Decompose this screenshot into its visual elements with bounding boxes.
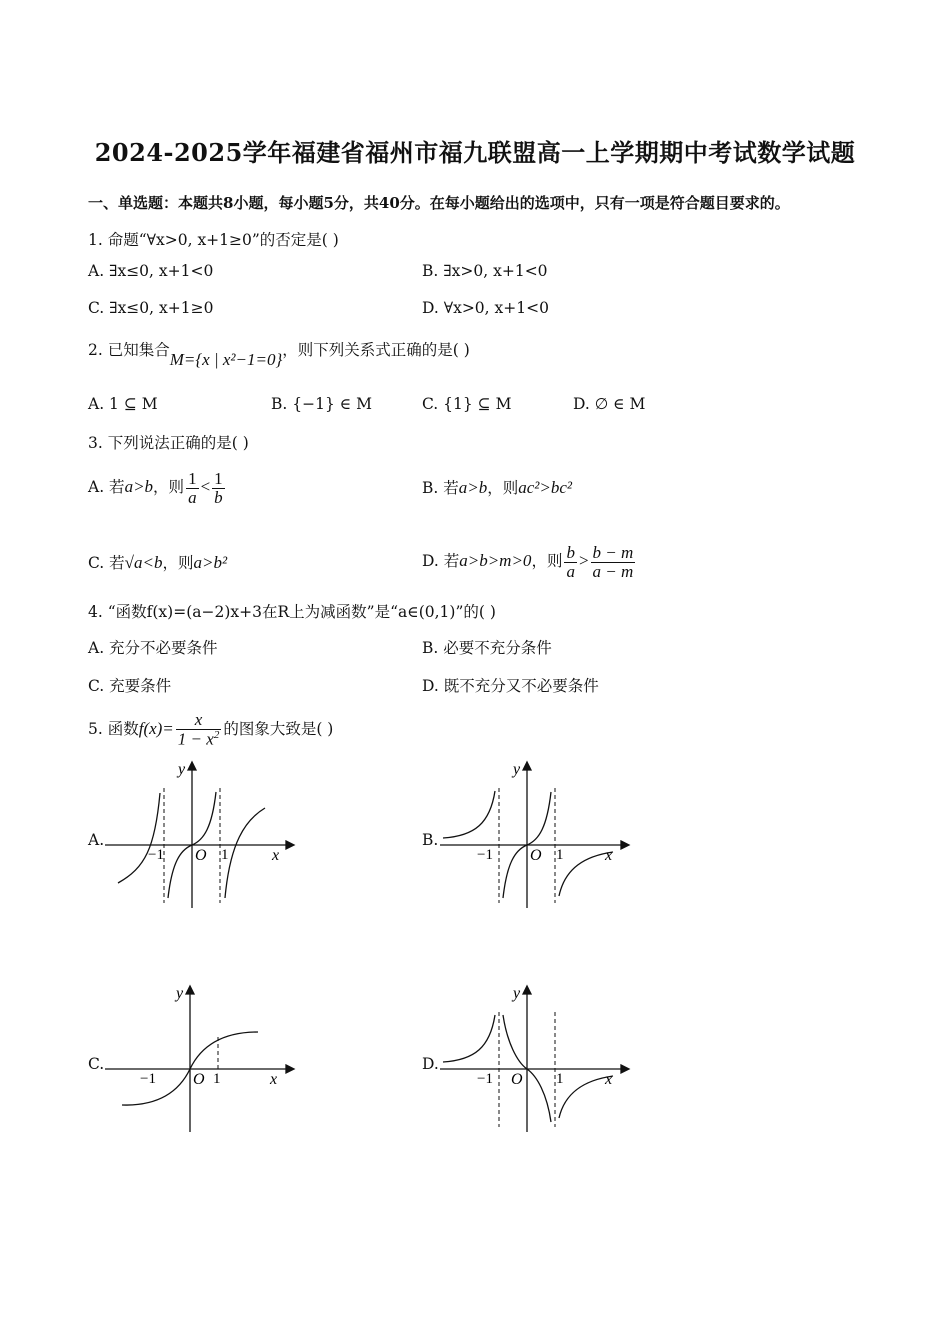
q2-option-b[interactable]: B. {−1} ∈ M — [271, 395, 373, 413]
y-axis-arrow-icon — [523, 762, 531, 770]
origin-label: O — [193, 1071, 205, 1088]
fraction-b-minus-m-over-a-minus-m: $\frac{b - m}{a - m}$ — [592, 542, 634, 581]
q3-option-c[interactable] — [88, 551, 227, 573]
q4-option-c[interactable]: C. 充要条件 — [88, 677, 172, 695]
origin-label: O — [511, 1071, 523, 1088]
q3-d-cond: a>b>m>0 — [459, 551, 532, 570]
page-title: 2024-2025学年福建省福州市福九联盟高一上学期期中考试数学试题 — [94, 138, 856, 167]
graph-a[interactable] — [100, 758, 300, 918]
curve-left — [118, 793, 160, 883]
q3-b-prefix: B. 若 — [422, 479, 459, 497]
q5-option-d-label[interactable]: D. — [422, 1055, 439, 1073]
q1-option-b[interactable]: B. ∃x>0, x+1<0 — [422, 262, 548, 280]
q2-option-d[interactable]: D. ∅ ∈ M — [573, 395, 646, 413]
x-label: x — [605, 847, 613, 864]
tick-neg-one: −1 — [477, 847, 493, 863]
y-label: y — [513, 761, 521, 778]
q3-b-concl: ac²>bc² — [518, 478, 573, 497]
q3-a-then: ，则 — [153, 478, 185, 496]
q5-func: f(x)= — [138, 719, 174, 738]
graph-d[interactable] — [435, 982, 635, 1142]
q5-option-c-label[interactable]: C. — [88, 1055, 105, 1073]
x-label: x — [270, 1071, 278, 1088]
y-label: y — [178, 761, 186, 778]
y-label: y — [176, 985, 184, 1002]
graph-c[interactable] — [100, 982, 300, 1142]
q2-option-a[interactable]: A. 1 ⊆ M — [88, 395, 158, 413]
q5-option-b-label[interactable]: B. — [422, 831, 439, 849]
q2-set: M={x | x²−1=0} — [169, 350, 283, 369]
y-axis-arrow-icon — [186, 986, 194, 994]
q3-b-then: ，则 — [487, 479, 519, 497]
q4-option-a[interactable]: A. 充分不必要条件 — [88, 639, 218, 657]
y-label: y — [513, 985, 521, 1002]
tick-one: 1 — [556, 1071, 564, 1087]
q3-option-a[interactable]: A. 若a>b，则 $\frac{1}{a}$ < $\frac{1}{b}$ — [88, 468, 223, 507]
graph-b[interactable] — [435, 758, 635, 918]
q3-a-cond: a>b — [124, 477, 154, 496]
q3-c-then: ，则 — [162, 554, 194, 572]
x-label: x — [605, 1071, 613, 1088]
q5-stem-suffix: 的图象大致是( ) — [223, 720, 334, 738]
q3-c-cond: √a<b — [124, 553, 163, 572]
q2-option-c[interactable]: C. {1} ⊆ M — [422, 395, 512, 413]
origin-label: O — [530, 847, 542, 864]
fraction-1-over-a: $\frac{1}{a}$ — [188, 468, 197, 507]
fraction-b-over-a: $\frac{b}{a}$ — [566, 542, 575, 581]
q4-option-b[interactable]: B. 必要不充分条件 — [422, 639, 552, 657]
q2-stem — [88, 338, 470, 369]
q1-option-c[interactable]: C. ∃x≤0, x+1≥0 — [88, 299, 214, 317]
tick-neg-one: −1 — [477, 1071, 493, 1087]
x-axis-arrow-icon — [621, 1065, 629, 1073]
q3-stem: 3. 下列说法正确的是( ) — [88, 434, 249, 452]
q1-stem: 1. 命题“∀x>0, x+1≥0”的否定是( ) — [88, 231, 339, 249]
fraction-1-over-b: $\frac{1}{b}$ — [214, 468, 223, 507]
x-axis-arrow-icon — [621, 841, 629, 849]
section-header: 一、单选题：本题共8小题，每小题5分，共40分。在每小题给出的选项中，只有一项是符合题目要求的。 — [88, 194, 790, 212]
q3-a-prefix: A. 若 — [88, 478, 125, 496]
q4-stem: 4. “函数f(x)=(a−2)x+3在R上为减函数”是“a∈(0,1)”的( ) — [88, 603, 496, 621]
tick-neg-one: −1 — [140, 1071, 156, 1087]
q3-option-b[interactable] — [422, 476, 572, 498]
q2-stem-suffix: ，则下列关系式正确的是( ) — [282, 341, 470, 359]
q2-stem-prefix: 2. 已知集合 — [88, 341, 170, 359]
q5-option-a-label[interactable]: A. — [88, 831, 105, 849]
q3-d-prefix: D. 若 — [422, 552, 460, 570]
q1-option-d[interactable]: D. ∀x>0, x+1<0 — [422, 299, 549, 317]
q5-stem — [88, 706, 333, 752]
y-axis-arrow-icon — [188, 762, 196, 770]
x-axis-arrow-icon — [286, 1065, 294, 1073]
x-label: x — [272, 847, 280, 864]
x-axis-arrow-icon — [286, 841, 294, 849]
y-axis-arrow-icon — [523, 986, 531, 994]
fraction-x-over-1-minus-x2: $\frac{x}{1 - x^2}$ — [177, 710, 220, 749]
q3-c-prefix: C. 若 — [88, 554, 125, 572]
q3-b-cond: a>b — [458, 478, 488, 497]
tick-one: 1 — [556, 847, 564, 863]
q4-option-d[interactable]: D. 既不充分又不必要条件 — [422, 677, 599, 695]
q3-c-concl: a>b² — [193, 553, 228, 572]
tick-neg-one: −1 — [148, 847, 164, 863]
origin-label: O — [195, 847, 207, 864]
curve-right — [225, 808, 265, 898]
q3-option-d[interactable]: D. 若a>b>m>0，则 $\frac{b}{a}$ > $\frac{b - m}{a - m}$ — [422, 542, 634, 581]
q1-option-a[interactable]: A. ∃x≤0, x+1<0 — [88, 262, 214, 280]
tick-one: 1 — [213, 1071, 221, 1087]
tick-one: 1 — [221, 847, 229, 863]
q5-stem-prefix: 5. 函数 — [88, 720, 139, 738]
q3-d-then: ，则 — [531, 552, 563, 570]
